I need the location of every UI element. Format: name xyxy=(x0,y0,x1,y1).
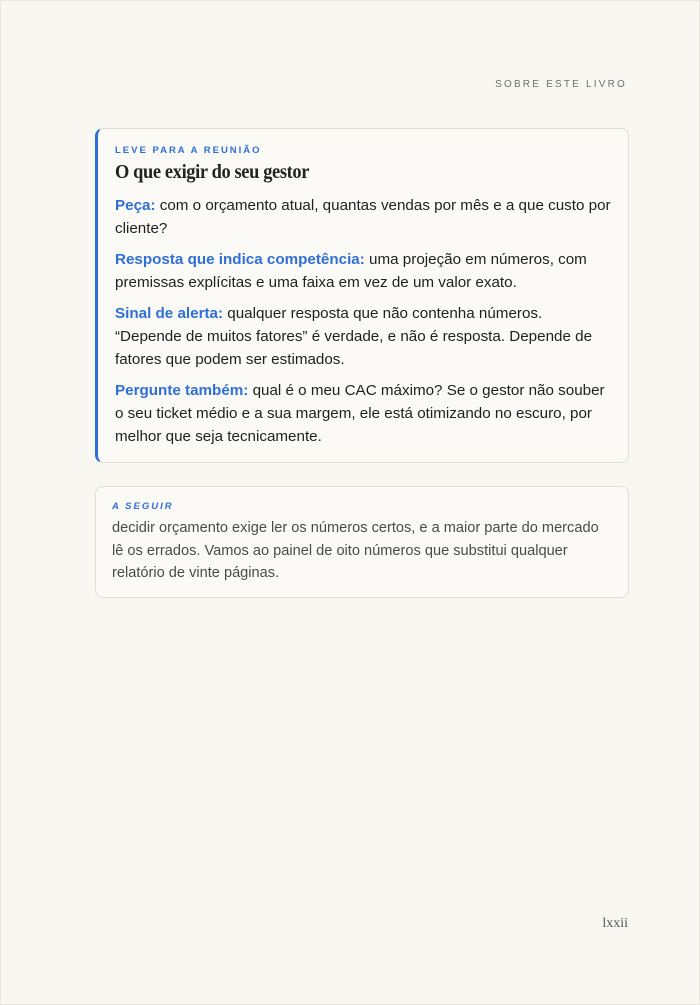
callout-title: O que exigir do seu gestor xyxy=(115,161,310,183)
callout-eyebrow: LEVE PARA A REUNIÃO xyxy=(115,145,262,156)
item-lead: Peça: xyxy=(115,197,156,214)
callout-item-also-ask xyxy=(115,379,612,448)
next-text: decidir orçamento exige ler os números certos, e a maior parte do mercado lê os errados. Vamos ao painel de oito números que substitui qualquer relatório de vinte páginas. xyxy=(112,520,599,581)
item-lead: Sinal de alerta: xyxy=(115,305,224,322)
callout-item-competence xyxy=(115,248,612,294)
next-callout xyxy=(95,486,629,598)
item-text: qual é o meu CAC máximo? Se o gestor não souber o seu ticket médio e a sua margem, ele está otimizando no escuro, por melhor que seja tecnicamente. xyxy=(115,382,605,445)
running-head: SOBRE ESTE LIVRO xyxy=(495,79,627,90)
item-text: qualquer resposta que não contenha números. “Depende de muitos fatores” é verdade, e não é resposta. Depende de fatores que podem ser estimados. xyxy=(115,305,593,368)
meeting-callout xyxy=(95,128,629,463)
callout-item-ask xyxy=(115,194,612,240)
item-lead: Pergunte também: xyxy=(115,382,249,399)
page-number: lxxii xyxy=(602,916,628,931)
item-text: com o orçamento atual, quantas vendas por mês e a que custo por cliente? xyxy=(115,197,611,237)
item-lead: Resposta que indica competência: xyxy=(115,251,365,268)
callout-item-warning xyxy=(115,302,612,371)
next-eyebrow: A SEGUIR xyxy=(112,501,174,512)
item-text: uma projeção em números, com premissas explícitas e uma faixa em vez de um valor exato. xyxy=(115,251,587,291)
